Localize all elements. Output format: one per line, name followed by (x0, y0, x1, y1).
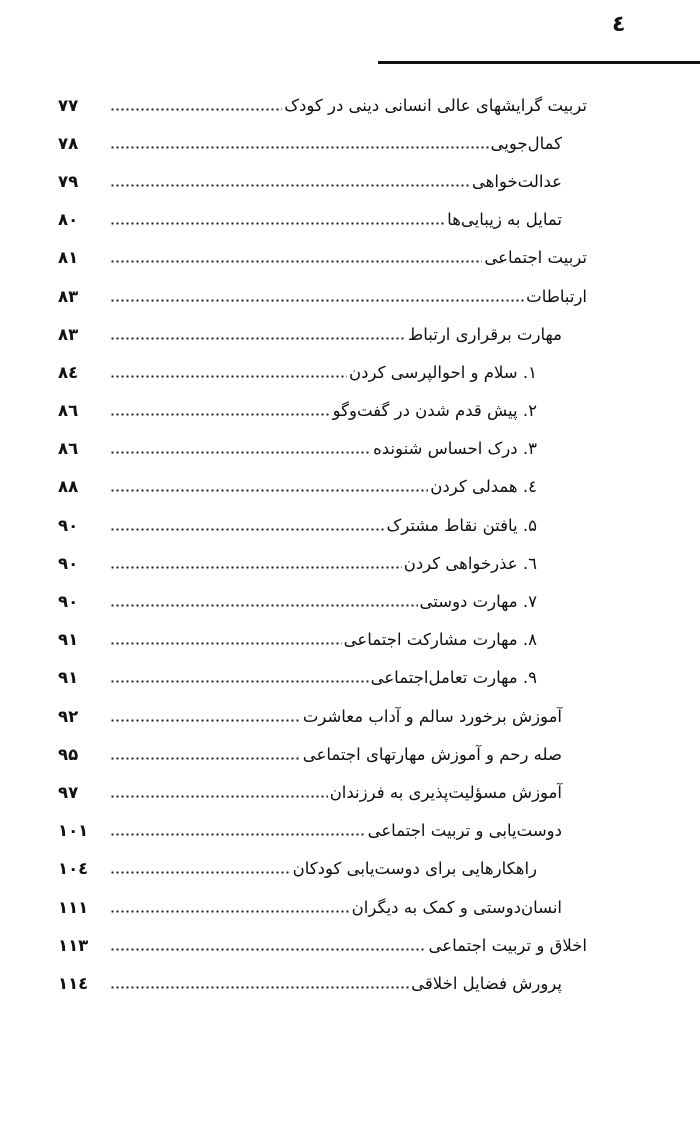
toc-entry-title: کمال‌جویی (490, 133, 562, 153)
toc-entry-title: ۹. مهارت تعامل‌اجتماعی (370, 668, 537, 688)
toc-entry-title: عدالت‌خواهی (471, 171, 562, 191)
toc-entry[interactable] (58, 621, 587, 659)
dot-leader (110, 184, 470, 187)
toc-entry-title: پرورش فضایل اخلاقی (411, 973, 562, 993)
toc-entry-title: ۵. یافتن نقاط مشترک (386, 515, 537, 535)
dot-leader (110, 489, 428, 492)
toc-entry-page: ۱۰٤ (58, 859, 89, 879)
dot-leader (110, 680, 369, 683)
toc-entry-title: آموزش مسؤلیت‌پذیری به فرزندان (329, 782, 562, 802)
toc-entry[interactable] (58, 582, 587, 620)
toc-entry-title: صله رحم و آموزش مهارتهای اجتماعی (302, 744, 562, 764)
dot-leader (110, 871, 291, 874)
toc-entry-page: ۱۰۱ (58, 821, 89, 841)
toc-entry-title: تربیت اجتماعی (484, 248, 587, 268)
toc-entry-page: ۸۳ (58, 324, 79, 344)
toc-entry-title: تربیت گرایشهای عالی انسانی دینی در کودک (284, 95, 587, 115)
toc-entry[interactable] (58, 124, 587, 162)
toc-entry[interactable] (58, 353, 587, 391)
toc-entry[interactable] (58, 162, 587, 200)
toc-entry-title: ٦. عذرخواهی کردن (403, 553, 537, 573)
toc-entry-page: ۹۷ (58, 782, 79, 802)
toc-entry-page: ۱۱٤ (58, 973, 89, 993)
toc-entry-page: ۸۰ (58, 210, 79, 230)
toc-entry[interactable] (58, 773, 587, 811)
toc-entry-page: ۹۵ (58, 744, 79, 764)
dot-leader (110, 451, 371, 454)
header-rule (378, 61, 700, 64)
toc-entry-page: ۱۱۳ (58, 935, 89, 955)
toc-entry-page: ۷۹ (58, 171, 79, 191)
toc-entry[interactable] (58, 277, 587, 315)
toc-entry-page: ۹۱ (58, 630, 79, 650)
toc-entry-title: آموزش برخورد سالم و آداب معاشرت (302, 706, 562, 726)
toc-entry[interactable] (58, 315, 587, 353)
dot-leader (110, 910, 350, 913)
toc-entry-title: ۱. سلام و احوالپرسی کردن (349, 362, 537, 382)
toc-entry-page: ۸٤ (58, 362, 79, 382)
dot-leader (110, 757, 301, 760)
toc-entry[interactable] (58, 86, 587, 124)
dot-leader (110, 222, 445, 225)
toc-entry[interactable] (58, 812, 587, 850)
toc-entry[interactable] (58, 392, 587, 430)
dot-leader (110, 986, 409, 989)
dot-leader (110, 337, 406, 340)
dot-leader (110, 604, 418, 607)
toc-entry-page: ۹۰ (58, 515, 79, 535)
toc-entry-title: مهارت برقراری ارتباط (407, 324, 562, 344)
toc-entry[interactable] (58, 735, 587, 773)
dot-leader (110, 642, 342, 645)
toc-entry-title: ٤. همدلی کردن (430, 477, 537, 497)
dot-leader (110, 413, 331, 416)
dot-leader (110, 146, 489, 149)
toc-entry-page: ۹۰ (58, 553, 79, 573)
toc-entry-page: ۹۱ (58, 668, 79, 688)
toc-entry[interactable] (58, 201, 587, 239)
dot-leader (110, 833, 366, 836)
toc-entry[interactable] (58, 964, 587, 1002)
dot-leader (110, 299, 524, 302)
toc-entry[interactable] (58, 850, 587, 888)
toc-entry-page: ۸۱ (58, 248, 79, 268)
toc-entry-page: ۸٦ (58, 439, 79, 459)
toc-entry[interactable] (58, 659, 587, 697)
dot-leader (110, 948, 426, 951)
toc-entry-page: ۸۸ (58, 477, 79, 497)
toc-entry-page: ۸۳ (58, 286, 79, 306)
toc-entry[interactable] (58, 239, 587, 277)
dot-leader (110, 719, 301, 722)
dot-leader (110, 795, 328, 798)
toc-entry[interactable] (58, 697, 587, 735)
toc-entry-title: اخلاق و تربیت اجتماعی (428, 935, 587, 955)
page-number: ٤ (612, 12, 626, 37)
dot-leader (110, 375, 347, 378)
toc-entry[interactable] (58, 926, 587, 964)
toc-entry-page: ۷۷ (58, 95, 79, 115)
toc-entry-title: تمایل به زیبایی‌ها (447, 210, 562, 230)
dot-leader (110, 108, 282, 111)
toc-entry[interactable] (58, 506, 587, 544)
toc-entry-page: ۷۸ (58, 133, 79, 153)
dot-leader (110, 528, 384, 531)
toc-entry-title: انسان‌دوستی و کمک به دیگران (351, 897, 562, 917)
toc-entry-title: ۳. درک احساس شنونده (373, 439, 537, 459)
toc-entry[interactable] (58, 468, 587, 506)
toc-entry-page: ۹۰ (58, 592, 79, 612)
table-of-contents (58, 86, 587, 1003)
toc-entry-title: ارتباطات (526, 286, 587, 306)
toc-entry[interactable] (58, 544, 587, 582)
toc-entry-title: دوست‌یابی و تربیت اجتماعی (367, 821, 562, 841)
toc-entry-title: ۸. مهارت مشارکت اجتماعی (343, 630, 537, 650)
toc-entry[interactable] (58, 430, 587, 468)
toc-entry-page: ۹۲ (58, 706, 79, 726)
toc-entry-page: ۱۱۱ (58, 897, 89, 917)
dot-leader (110, 566, 402, 569)
toc-entry-page: ۸٦ (58, 401, 79, 421)
dot-leader (110, 260, 482, 263)
toc-entry-title: راهکارهایی برای دوست‌یابی کودکان (292, 859, 537, 879)
toc-entry-title: ۲. پیش قدم شدن در گفت‌وگو (332, 401, 537, 421)
toc-entry[interactable] (58, 888, 587, 926)
toc-entry-title: ۷. مهارت دوستی (419, 592, 537, 612)
